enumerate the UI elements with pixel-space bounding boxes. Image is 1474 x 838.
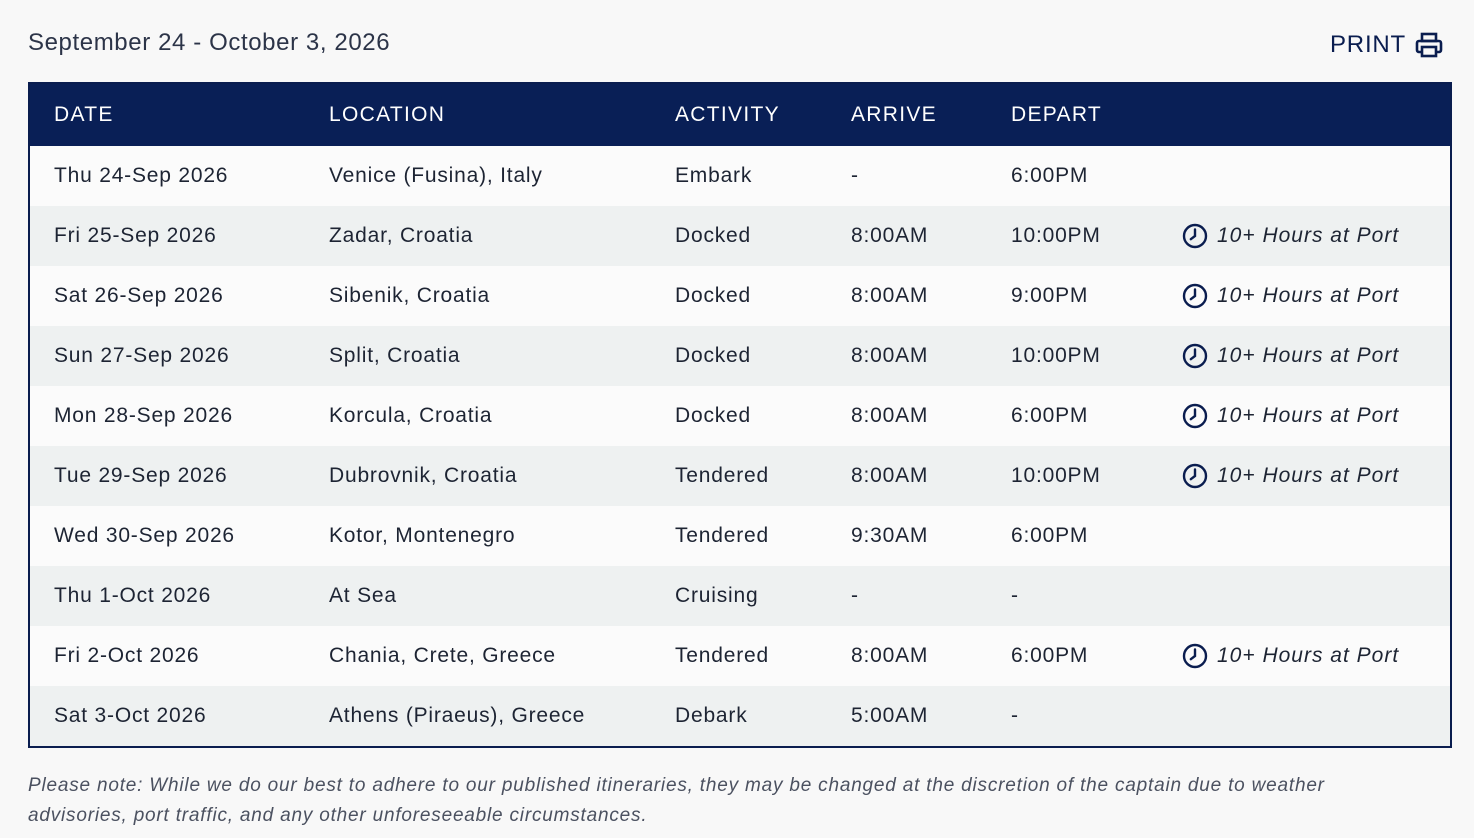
row-activity: Embark	[675, 164, 753, 187]
row-location: Korcula, Croatia	[329, 404, 493, 427]
row-date: Wed 30-Sep 2026	[54, 524, 235, 547]
table-row	[30, 266, 1450, 326]
date-range: September 24 - October 3, 2026	[28, 29, 391, 56]
row-location: Zadar, Croatia	[329, 224, 474, 247]
clock-icon	[1182, 343, 1208, 369]
row-arrive: 8:00AM	[851, 344, 929, 367]
port-note-text: 10+ Hours at Port	[1217, 464, 1400, 487]
clock-icon	[1182, 223, 1208, 249]
port-note-text: 10+ Hours at Port	[1217, 224, 1400, 247]
table-row	[30, 386, 1450, 446]
print-label: PRINT	[1330, 31, 1406, 58]
row-depart: 9:00PM	[1011, 284, 1089, 307]
row-depart: -	[1011, 584, 1019, 607]
row-arrive: 8:00AM	[851, 464, 929, 487]
table-row	[30, 146, 1450, 206]
row-date: Sat 3-Oct 2026	[54, 704, 207, 727]
row-location: At Sea	[329, 584, 397, 607]
port-note-text: 10+ Hours at Port	[1217, 644, 1400, 667]
table-row	[30, 326, 1450, 386]
table-row	[30, 626, 1450, 686]
row-date: Mon 28-Sep 2026	[54, 404, 233, 427]
row-port-note	[1182, 463, 1450, 489]
row-location: Split, Croatia	[329, 344, 461, 367]
table-body	[30, 146, 1450, 746]
table-row	[30, 446, 1450, 506]
row-port-note	[1182, 283, 1450, 309]
row-port-note	[1182, 403, 1450, 429]
row-location: Venice (Fusina), Italy	[329, 164, 543, 187]
row-activity: Cruising	[675, 584, 759, 607]
print-button[interactable]	[1330, 31, 1443, 59]
row-date: Fri 2-Oct 2026	[54, 644, 200, 667]
port-note-text: 10+ Hours at Port	[1217, 284, 1400, 307]
row-depart: 6:00PM	[1011, 404, 1089, 427]
row-arrive: 5:00AM	[851, 704, 929, 727]
printer-icon	[1415, 32, 1443, 58]
row-arrive: -	[851, 584, 859, 607]
row-date: Fri 25-Sep 2026	[54, 224, 217, 247]
row-location: Sibenik, Croatia	[329, 284, 491, 307]
column-header-arrive: ARRIVE	[851, 103, 937, 126]
row-depart: 6:00PM	[1011, 524, 1089, 547]
row-date: Sun 27-Sep 2026	[54, 344, 230, 367]
row-date: Thu 1-Oct 2026	[54, 584, 212, 607]
port-note-text: 10+ Hours at Port	[1217, 404, 1400, 427]
clock-icon	[1182, 283, 1208, 309]
row-arrive: 8:00AM	[851, 224, 929, 247]
row-activity: Docked	[675, 224, 752, 247]
column-header-activity: ACTIVITY	[675, 103, 780, 126]
row-arrive: 8:00AM	[851, 284, 929, 307]
row-activity: Docked	[675, 284, 752, 307]
clock-icon	[1182, 463, 1208, 489]
row-activity: Docked	[675, 344, 752, 367]
row-date: Sat 26-Sep 2026	[54, 284, 224, 307]
row-depart: 6:00PM	[1011, 644, 1089, 667]
row-activity: Docked	[675, 404, 752, 427]
itinerary-footnote: Please note: While we do our best to adhere to our published itineraries, they may be changed at the discretion of the captain due to weather advisories, port traffic, and any other unforeseeable circumstances.	[28, 775, 1325, 826]
column-header-date: DATE	[54, 103, 114, 126]
row-depart: -	[1011, 704, 1019, 727]
table-row	[30, 506, 1450, 566]
row-port-note	[1182, 343, 1450, 369]
row-activity: Tendered	[675, 524, 769, 547]
row-date: Tue 29-Sep 2026	[54, 464, 228, 487]
row-depart: 6:00PM	[1011, 164, 1089, 187]
row-depart: 10:00PM	[1011, 464, 1101, 487]
itinerary-table	[28, 82, 1452, 748]
port-note-text: 10+ Hours at Port	[1217, 344, 1400, 367]
row-depart: 10:00PM	[1011, 344, 1101, 367]
row-arrive: -	[851, 164, 859, 187]
row-location: Dubrovnik, Croatia	[329, 464, 518, 487]
row-activity: Tendered	[675, 644, 769, 667]
row-arrive: 9:30AM	[851, 524, 929, 547]
table-row	[30, 566, 1450, 626]
column-header-depart: DEPART	[1011, 103, 1103, 126]
row-arrive: 8:00AM	[851, 404, 929, 427]
table-row	[30, 206, 1450, 266]
clock-icon	[1182, 643, 1208, 669]
row-arrive: 8:00AM	[851, 644, 929, 667]
row-location: Athens (Piraeus), Greece	[329, 704, 586, 727]
table-row	[30, 686, 1450, 746]
row-location: Chania, Crete, Greece	[329, 644, 556, 667]
row-port-note	[1182, 643, 1450, 669]
row-activity: Tendered	[675, 464, 769, 487]
row-activity: Debark	[675, 704, 748, 727]
row-date: Thu 24-Sep 2026	[54, 164, 229, 187]
table-header	[30, 84, 1450, 146]
row-port-note	[1182, 223, 1450, 249]
clock-icon	[1182, 403, 1208, 429]
row-location: Kotor, Montenegro	[329, 524, 516, 547]
row-depart: 10:00PM	[1011, 224, 1101, 247]
column-header-location: LOCATION	[329, 103, 446, 126]
